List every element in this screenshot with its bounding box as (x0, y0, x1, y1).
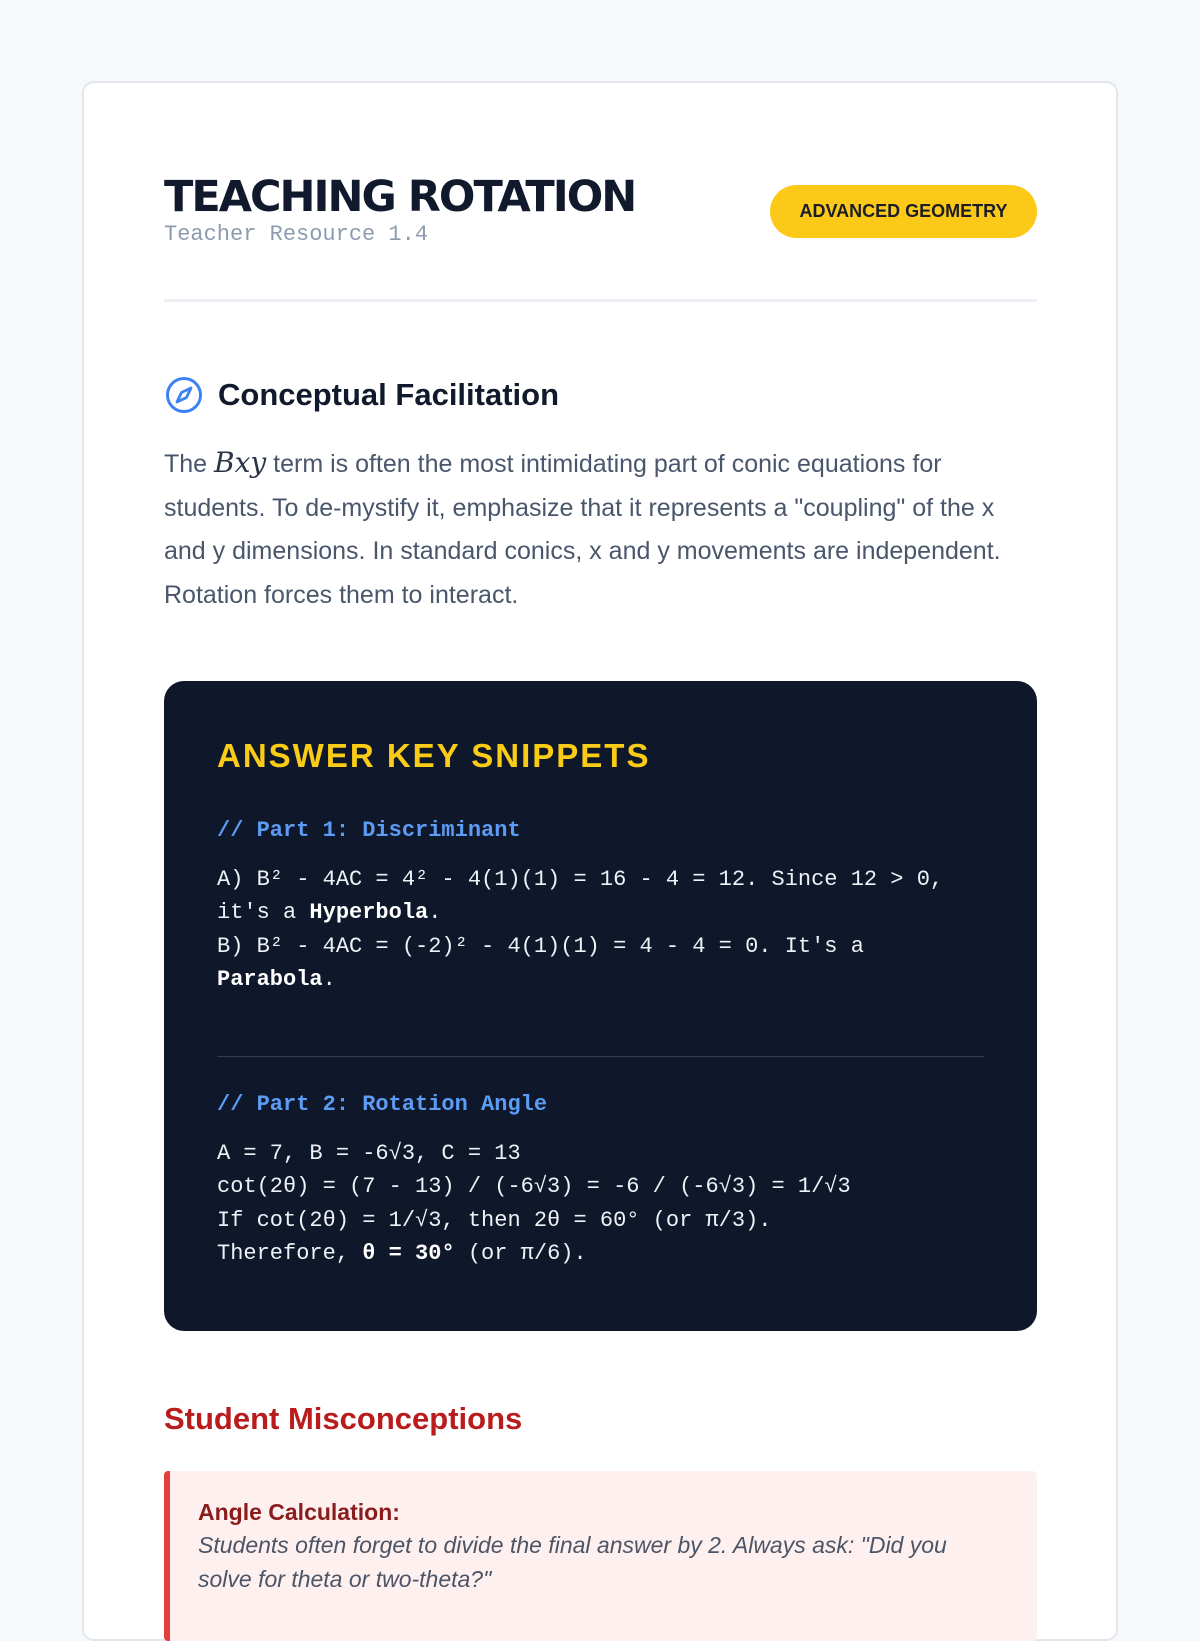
part2-line-1: A = 7, B = -6√3, C = 13 (217, 1141, 521, 1166)
misconception-text: Students often forget to divide the final answer by 2. Always ask: "Did you solve for theta or two-theta?" (198, 1532, 947, 1592)
part2-line-4-pre: Therefore, (217, 1241, 363, 1267)
part1-b-result: Parabola (217, 967, 323, 993)
misconceptions-heading: Student Misconceptions (164, 1401, 523, 1436)
part2-line-4 (217, 1237, 967, 1270)
part2-line-4-post: (or π/6). (454, 1241, 587, 1267)
part2-final-answer: θ = 30° (362, 1241, 455, 1267)
header-divider (164, 299, 1037, 302)
paragraph-text-start: The (164, 450, 215, 478)
answer-key-divider (217, 1056, 984, 1057)
part1-line-b (217, 930, 967, 997)
part1-code (217, 863, 967, 997)
answer-key-panel (164, 681, 1037, 1331)
part1-comment: // Part 1: Discriminant (217, 818, 521, 843)
header (164, 169, 1037, 259)
part2-code (217, 1137, 967, 1271)
part1-b-end: . (322, 967, 336, 993)
misconception-label: Angle Calculation: (198, 1499, 400, 1525)
answer-key-title: ANSWER KEY SNIPPETS (217, 737, 651, 774)
part2-comment: // Part 2: Rotation Angle (217, 1092, 548, 1117)
page-subtitle: Teacher Resource 1.4 (164, 222, 429, 247)
part1-line-a (217, 863, 967, 930)
facilitation-heading: Conceptual Facilitation (218, 377, 560, 412)
part2-line-2: cot(2θ) = (7 - 13) / (-6√3) = -6 / (-6√3) = 1/√3 (217, 1174, 851, 1200)
part1-a-text: A) B² - 4AC = 4² - 4(1)(1) = 16 - 4 = 12. Since 12 > 0, it's a (217, 867, 944, 926)
part1-b-text: B) B² - 4AC = (-2)² - 4(1)(1) = 4 - 4 = 0. It's a (217, 933, 864, 959)
math-term: Bxy (214, 446, 267, 479)
subject-badge: ADVANCED GEOMETRY (770, 185, 1037, 238)
facilitation-paragraph (164, 441, 1037, 617)
part1-a-result: Hyperbola (309, 900, 429, 926)
part2-line-3: If cot(2θ) = 1/√3, then 2θ = 60° (or π/3). (217, 1207, 772, 1233)
part1-a-end: . (428, 900, 442, 926)
resource-card (82, 81, 1118, 1641)
compass-icon (164, 375, 204, 415)
facilitation-heading-row (164, 373, 559, 417)
page-title: TEACHING ROTATION (164, 172, 636, 222)
paragraph-text-end: term is often the most intimidating part of conic equations for students. To de-mystify it, emphasize that it represents a "coupling" of the x and y dimensions. In standard conics, x and y movements are independent. Rotation forces them to interact. (164, 450, 1001, 609)
misconception-callout (164, 1471, 1037, 1641)
